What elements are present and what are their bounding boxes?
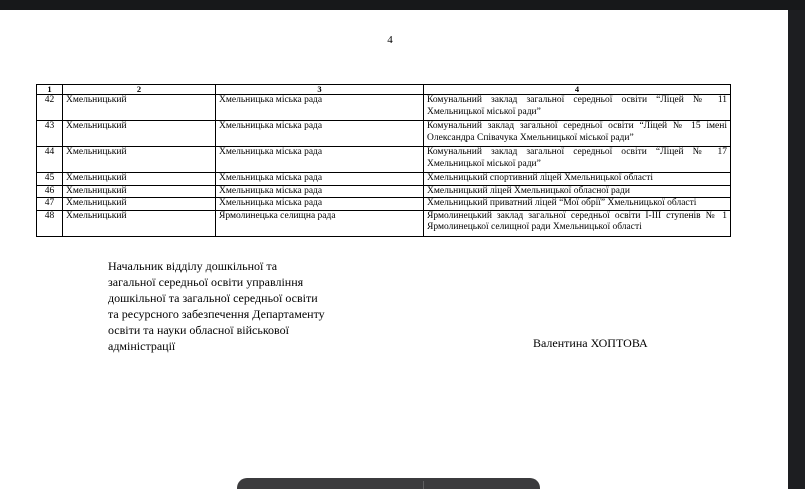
cell-institution: Комунальний заклад загальної середньої освіти “Ліцей № 15 імені Олександра Співачука Хмельницької міської ради”: [424, 121, 731, 147]
cell-region: Хмельницький: [63, 198, 216, 211]
cell-number: 42: [37, 95, 63, 121]
cell-institution: Комунальний заклад загальної середньої освіти “Ліцей № 17 Хмельницької міської ради”: [424, 147, 731, 173]
toolbar-divider: [423, 481, 424, 489]
floating-toolbar[interactable]: [237, 478, 540, 489]
col-header-1: 1: [37, 85, 63, 95]
table-row: [37, 121, 731, 147]
signature-line: Начальник відділу дошкільної та: [108, 259, 278, 273]
cell-number: 43: [37, 121, 63, 147]
cell-institution: Хмельницький спортивний ліцей Хмельницької області: [424, 173, 731, 186]
cell-region: Хмельницький: [63, 185, 216, 198]
table-row: [37, 147, 731, 173]
institutions-table: [36, 84, 731, 237]
cell-council: Ярмолинецька селищна рада: [216, 210, 424, 236]
cell-region: Хмельницький: [63, 210, 216, 236]
cell-institution: Комунальний заклад загальної середньої освіти “Ліцей № 11 Хмельницької міської ради”: [424, 95, 731, 121]
signature-line: дошкільної та загальної середньої освіти: [108, 291, 318, 305]
table-header-row: [37, 85, 731, 95]
cell-institution: Хмельницький приватний ліцей “Мої обрії” Хмельницької області: [424, 198, 731, 211]
signature-line: адміністрації: [108, 339, 176, 353]
cell-number: 45: [37, 173, 63, 186]
table-row: [37, 198, 731, 211]
col-header-2: 2: [63, 85, 216, 95]
signature-line: освіти та науки обласної військової: [108, 323, 289, 337]
signature-line: загальної середньої освіти управління: [108, 275, 304, 289]
cell-region: Хмельницький: [63, 121, 216, 147]
cell-council: Хмельницька міська рада: [216, 198, 424, 211]
cell-number: 48: [37, 210, 63, 236]
cell-council: Хмельницька міська рада: [216, 173, 424, 186]
cell-council: Хмельницька міська рада: [216, 185, 424, 198]
cell-council: Хмельницька міська рада: [216, 95, 424, 121]
cell-number: 47: [37, 198, 63, 211]
signature-line: та ресурсного забезпечення Департаменту: [108, 307, 325, 321]
page-number: 4: [387, 34, 393, 46]
table-row: [37, 173, 731, 186]
signature-block: [108, 258, 368, 354]
cell-region: Хмельницький: [63, 173, 216, 186]
table-row: [37, 95, 731, 121]
cell-institution: Хмельницький ліцей Хмельницької обласної ради: [424, 185, 731, 198]
cell-council: Хмельницька міська рада: [216, 121, 424, 147]
cell-region: Хмельницький: [63, 147, 216, 173]
table-row: [37, 185, 731, 198]
cell-number: 46: [37, 185, 63, 198]
cell-institution: Ярмолинецький заклад загальної середньої освіти І-ІІІ ступенів № 1 Ярмолинецької селищної ради Хмельницької області: [424, 210, 731, 236]
col-header-3: 3: [216, 85, 424, 95]
signatory-name: Валентина ХОПТОВА: [533, 336, 648, 350]
viewer-top-bar: [0, 0, 805, 10]
cell-council: Хмельницька міська рада: [216, 147, 424, 173]
cell-number: 44: [37, 147, 63, 173]
table-row: [37, 210, 731, 236]
cell-region: Хмельницький: [63, 95, 216, 121]
col-header-4: 4: [424, 85, 731, 95]
viewer-side-strip: [788, 10, 805, 489]
